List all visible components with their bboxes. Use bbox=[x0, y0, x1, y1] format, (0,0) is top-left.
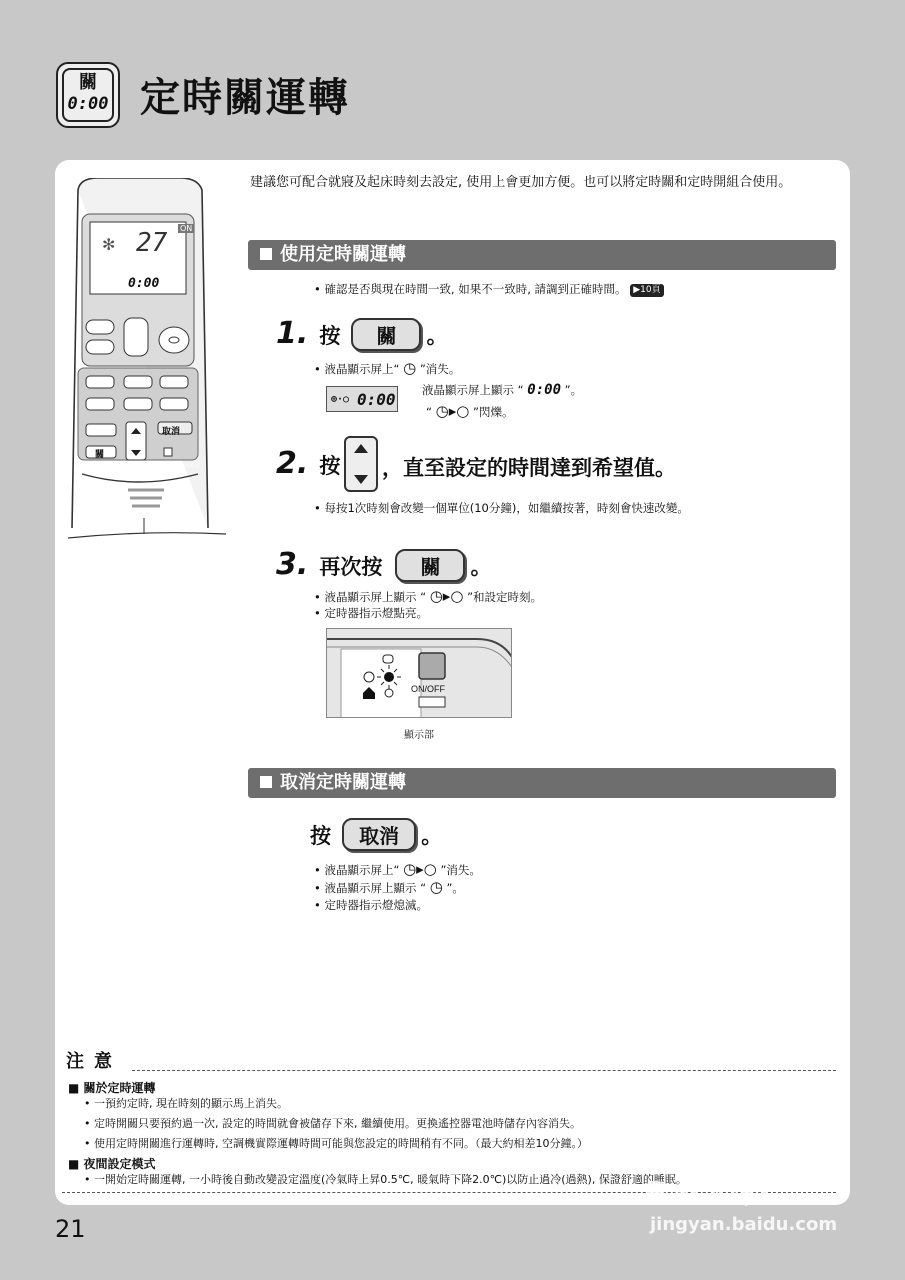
step-press: 按 bbox=[310, 824, 331, 848]
clock-to-circle-icon: ◷▸○ bbox=[435, 402, 470, 420]
section-use-timer-off bbox=[248, 240, 836, 270]
indoor-display-illustration bbox=[326, 628, 512, 718]
remote-cancel-label: 取消 bbox=[162, 427, 181, 437]
arrow-down-icon bbox=[354, 475, 368, 484]
step-press: 按 bbox=[319, 454, 341, 478]
svg-text:✻: ✻ bbox=[102, 235, 116, 254]
clock-to-circle-icon: ◷▸○ bbox=[403, 860, 437, 878]
step-number: 3. bbox=[276, 547, 309, 582]
step1-line3: “ ◷▸○ ”閃爍。 bbox=[426, 402, 514, 420]
step-3: 3. 再次按 關 。 bbox=[276, 547, 492, 582]
icon-kanji: 關 bbox=[79, 72, 97, 93]
step1-line2: 液晶顯示屏上顯示 “ 0:00 ”。 bbox=[422, 382, 583, 398]
list-item: • 一開始定時關運轉, 一小時後自動改變設定溫度(冷氣時上昇0.5℃, 暖氣時下降2.0℃)以防止過冷(過熱), 保證舒適的睡眠。 bbox=[84, 1173, 687, 1186]
cancel-button[interactable]: 取消 bbox=[342, 818, 416, 851]
notes-group-title: ■ 夜間設定模式 bbox=[68, 1157, 156, 1171]
notes-divider bbox=[132, 1070, 836, 1071]
step1-line1: • 液晶顯示屏上“ ◷ ”消失。 bbox=[314, 359, 461, 377]
cancel-line2: • 液晶顯示屏上顯示 “ ◷ ”。 bbox=[314, 878, 464, 896]
intro-text: 建議您可配合就寢及起床時刻去設定, 使用上會更加方便。也可以將定時關和定時開組合使用。 bbox=[250, 175, 792, 190]
section-title: 取消定時關運轉 bbox=[280, 772, 406, 793]
page-number: 21 bbox=[55, 1215, 86, 1243]
display-caption: 顯示部 bbox=[404, 730, 434, 741]
watermark-url: jingyan.baidu.com bbox=[650, 1214, 838, 1235]
step3-line2: • 定時器指示燈點亮。 bbox=[314, 606, 428, 620]
onoff-label: ON/OFF bbox=[411, 684, 445, 694]
clock-icon: ◷ bbox=[429, 878, 443, 896]
notes-group2-list bbox=[84, 1172, 687, 1188]
step-number: 2. bbox=[276, 446, 309, 481]
lcd-preview: ⊕·○ 0:00 bbox=[326, 386, 398, 412]
clock-to-circle-icon: ◷▸○ bbox=[429, 587, 464, 605]
up-down-button[interactable] bbox=[344, 436, 378, 492]
arrow-up-icon bbox=[354, 444, 368, 453]
remote-label-timer: 定時功能 bbox=[124, 464, 149, 471]
notes-heading: 注意 bbox=[66, 1051, 122, 1072]
step-1: 1. 按 關 。 bbox=[276, 316, 448, 351]
timer-off-icon bbox=[56, 62, 120, 128]
list-item: • 一預約定時, 現在時刻的顯示馬上消失。 bbox=[84, 1097, 288, 1110]
step-number: 1. bbox=[276, 316, 309, 351]
cancel-step: 按 取消 。 bbox=[310, 818, 442, 851]
remote-lcd-temp: 27 bbox=[136, 228, 168, 258]
list-item: • 定時開關只要預約過一次, 設定的時間就會被儲存下來, 繼續使用。更換遙控器電池時儲存內容消失。 bbox=[84, 1117, 581, 1130]
cancel-line1: • 液晶顯示屏上“ ◷▸○ ”消失。 bbox=[314, 860, 481, 878]
remote-label-reset: 重新設定 bbox=[180, 463, 201, 469]
off-button[interactable]: 關 bbox=[395, 549, 465, 582]
icon-time: 0:00 bbox=[67, 94, 109, 114]
step2-instruction: ，直至設定的時間達到希望值。 bbox=[382, 456, 676, 480]
step3-line1: • 液晶顯示屏上顯示 “ ◷▸○ ”和設定時刻。 bbox=[314, 587, 543, 605]
list-item: • 使用定時開關進行運轉時, 空調機實際運轉時間可能與您設定的時間稍有不同。（最大約相差10分鐘。） bbox=[84, 1137, 588, 1150]
notes-group-title: ■ 關於定時運轉 bbox=[68, 1081, 156, 1095]
remote-lcd-time: 0:00 bbox=[128, 276, 160, 291]
section-cancel-timer-off bbox=[248, 768, 836, 798]
cancel-line3: • 定時器指示燈熄滅。 bbox=[314, 898, 428, 912]
notes-group1-list bbox=[84, 1096, 588, 1152]
step2-note: • 每按1次時刻會改變一個單位(10分鐘)，如繼續按著，時刻會快速改變。 bbox=[314, 501, 689, 515]
step-press: 按 bbox=[319, 324, 341, 348]
remote-control-illustration bbox=[84, 178, 220, 538]
remote-off-label: 關 bbox=[95, 450, 105, 460]
page-title: 定時關運轉 bbox=[140, 75, 350, 121]
section-title: 使用定時關運轉 bbox=[280, 244, 406, 265]
watermark-brand: Bai 经验 bbox=[645, 1176, 769, 1211]
off-button[interactable]: 關 bbox=[351, 318, 421, 351]
clock-icon: ◷ bbox=[403, 359, 417, 377]
page-ref-badge: ▶10頁 bbox=[630, 284, 663, 297]
step-press: 再次按 bbox=[319, 555, 383, 579]
lcd-timer-icon: ⊕·○ bbox=[331, 394, 350, 405]
step-2 bbox=[276, 446, 340, 481]
remote-lcd-on: ON bbox=[180, 224, 193, 233]
check-time-note: • 確認是否與現在時間一致, 如果不一致時, 請調到正確時間。 ▶10頁 bbox=[314, 281, 664, 297]
